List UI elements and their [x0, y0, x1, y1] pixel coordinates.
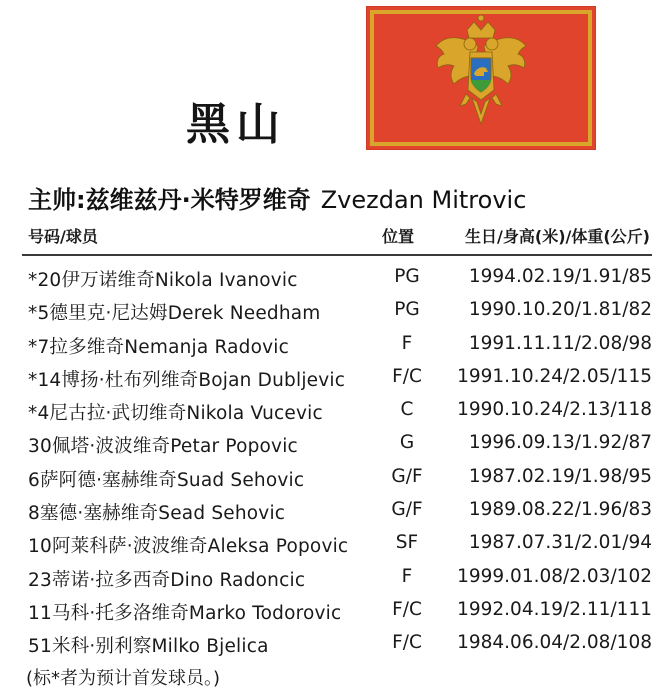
player-position: F/C: [392, 632, 422, 654]
header-position: 位置: [382, 227, 415, 246]
player-position: F/C: [392, 365, 422, 387]
player-position: F: [401, 332, 413, 354]
table-row: [22, 329, 652, 362]
player-name: 30佩塔·波波维奇Petar Popovic: [28, 436, 298, 458]
player-name: 6萨阿德·塞赫维奇Suad Sehovic: [28, 469, 305, 491]
header-divider: [22, 254, 652, 256]
player-name: *4尼古拉·武切维奇Nikola Vucevic: [28, 403, 323, 425]
player-name: 8塞德·塞赫维奇Sead Sehovic: [28, 503, 286, 525]
table-row: [22, 428, 652, 461]
player-position: F/C: [392, 598, 422, 620]
player-bio: 1991.11.11/2.08/98: [468, 332, 652, 354]
player-bio: 1990.10.24/2.13/118: [457, 399, 652, 421]
player-position: F: [401, 565, 413, 587]
table-row: [22, 462, 652, 495]
player-name: *7拉多维奇Nemanja Radovic: [28, 336, 289, 358]
player-position: C: [400, 399, 414, 421]
player-position: SF: [395, 532, 419, 554]
player-bio: 1984.06.04/2.08/108: [457, 632, 652, 654]
player-position: G/F: [391, 465, 423, 487]
player-bio: 1990.10.20/1.81/82: [468, 299, 652, 321]
player-name: *14博扬·杜布列维奇Bojan Dubljevic: [28, 369, 346, 391]
header-player: 号码/球员: [28, 227, 98, 246]
player-name: 10阿莱科萨·波波维奇Aleksa Popovic: [28, 536, 349, 558]
player-name: 23蒂诺·拉多西奇Dino Radoncic: [28, 569, 306, 591]
table-row: [22, 395, 652, 428]
roster-table: [22, 262, 652, 662]
player-bio: 1996.09.13/1.92/87: [468, 432, 652, 454]
player-name: *20伊万诺维奇Nikola Ivanovic: [28, 270, 298, 291]
montenegro-flag-icon: [366, 6, 596, 150]
player-bio: 1992.04.19/2.11/111: [457, 598, 652, 620]
team-header: [0, 0, 670, 160]
coach-line: [28, 180, 526, 215]
player-bio: 1994.02.19/1.91/85: [468, 266, 652, 287]
table-row: [22, 562, 652, 595]
table-row: [22, 495, 652, 528]
player-bio: 1999.01.08/2.03/102: [457, 565, 652, 587]
header-bio: 生日/身高(米)/体重(公斤): [465, 227, 650, 246]
team-name: 黑山: [186, 99, 286, 150]
table-row: [22, 628, 652, 661]
player-position: G/F: [391, 499, 423, 521]
player-name: 51米科·别利察Milko Bjelica: [28, 636, 269, 658]
player-name: *5德里克·尼达姆Derek Needham: [28, 303, 321, 325]
player-bio: 1991.10.24/2.05/115: [457, 365, 652, 387]
player-position: PG: [394, 299, 420, 321]
table-row: [22, 295, 652, 328]
player-position: G: [399, 432, 415, 454]
player-name: 11马科·托多洛维奇Marko Todorovic: [28, 602, 342, 624]
coach-name-en: Zvezdan Mitrovic: [320, 186, 527, 214]
table-row: [22, 528, 652, 561]
player-position: PG: [394, 266, 420, 287]
starter-footnote: (标*者为预计首发球员。): [26, 668, 221, 689]
player-bio: 1987.02.19/1.98/95: [468, 465, 652, 487]
coach-label: 主帅:兹维兹丹·米特罗维奇: [28, 186, 311, 214]
table-row: [22, 362, 652, 395]
player-bio: 1987.07.31/2.01/94: [468, 532, 652, 554]
player-bio: 1989.08.22/1.96/83: [468, 499, 652, 521]
table-row: [22, 595, 652, 628]
table-row: [22, 262, 652, 295]
table-header: [28, 224, 650, 246]
